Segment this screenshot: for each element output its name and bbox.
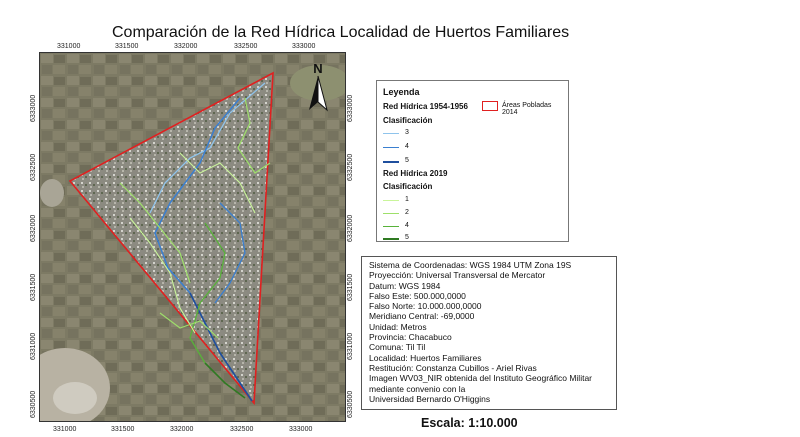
left-tick-4: 6331500	[30, 273, 37, 301]
info-line: mediante convenio con la	[369, 383, 466, 394]
legend-group2-classification: Clasificación	[383, 182, 433, 191]
right-tick-4: 6331500	[347, 273, 354, 301]
legend-item-g1-5: 5	[405, 157, 409, 164]
right-tick-5: 6331000	[347, 332, 354, 360]
top-tick-5: 333000	[292, 43, 316, 50]
info-line: Sistema de Coordenadas: WGS 1984 UTM Zona 19S	[369, 260, 572, 270]
top-tick-1: 331000	[57, 43, 81, 50]
legend-panel	[376, 80, 569, 242]
info-line: Falso Norte: 10.000.000,0000	[369, 301, 482, 312]
legend-item-g2-2: 2	[405, 209, 409, 216]
legend-item-g2-5: 5	[405, 234, 409, 241]
populated-area-swatch	[482, 101, 498, 111]
left-tick-6: 6330500	[30, 390, 37, 418]
info-line: Proyección: Universal Transversal de Mercator	[369, 270, 546, 281]
top-tick-4: 332500	[234, 43, 258, 50]
legend-swatch-g1-5	[383, 161, 399, 163]
legend-item-g1-3: 3	[405, 129, 409, 136]
legend-group1-title: Red Hídrica 1954-1956	[383, 102, 468, 111]
right-tick-3: 6332000	[347, 214, 354, 242]
legend-swatch-g1-4	[383, 147, 399, 148]
right-tick-6: 6330500	[347, 390, 354, 418]
north-label: N	[313, 61, 323, 76]
legend-swatch-g2-1	[383, 200, 399, 201]
map-frame[interactable]	[39, 52, 346, 422]
populated-area-label: Áreas Pobladas 2014	[502, 102, 552, 116]
scale-label: Escala: 1:10.000	[421, 416, 518, 430]
bottom-tick-3: 332000	[170, 426, 194, 433]
top-tick-3: 332000	[174, 43, 198, 50]
legend-heading: Leyenda	[383, 87, 420, 97]
right-tick-1: 6333000	[347, 94, 354, 122]
left-tick-3: 6332000	[30, 214, 37, 242]
info-line: Unidad: Metros	[369, 321, 427, 332]
legend-swatch-g2-2	[383, 213, 399, 214]
legend-swatch-g1-3	[383, 133, 399, 134]
north-arrow	[303, 60, 333, 114]
info-line: Universidad Bernardo O'Higgins	[369, 393, 491, 404]
info-line: Meridiano Central: -69,0000	[369, 311, 475, 322]
north-arrow-icon	[303, 60, 333, 114]
bottom-tick-4: 332500	[230, 426, 254, 433]
bottom-tick-1: 331000	[53, 426, 77, 433]
info-line: Comuna: Til Til	[369, 342, 426, 353]
legend-item-g2-1: 1	[405, 196, 409, 203]
map-title: Comparación de la Red Hídrica Localidad de Huertos Familiares	[112, 24, 570, 41]
satellite-map	[40, 53, 346, 422]
info-line: Datum: WGS 1984	[369, 280, 441, 291]
bottom-tick-2: 331500	[111, 426, 135, 433]
info-line: Falso Este: 500.000,0000	[369, 290, 466, 301]
info-line: Provincia: Chacabuco	[369, 332, 452, 343]
left-tick-1: 6333000	[30, 94, 37, 122]
map-metadata-box	[361, 256, 617, 410]
legend-swatch-g2-5	[383, 238, 399, 240]
legend-item-g1-4: 4	[405, 143, 409, 150]
left-tick-5: 6331000	[30, 332, 37, 360]
right-tick-2: 6332500	[347, 153, 354, 181]
legend-swatch-g2-4	[383, 226, 399, 227]
legend-item-g2-4: 4	[405, 222, 409, 229]
legend-group2-title: Red Hídrica 2019	[383, 169, 448, 178]
info-line: Restitución: Constanza Cubillos - Ariel Rivas	[369, 362, 537, 373]
legend-group1-classification: Clasificación	[383, 116, 433, 125]
top-tick-2: 331500	[115, 43, 139, 50]
bottom-tick-5: 333000	[289, 426, 313, 433]
left-tick-2: 6332500	[30, 153, 37, 181]
info-line: Localidad: Huertos Familiares	[369, 352, 482, 363]
info-line: Imagen WV03_NIR obtenida del Instituto Geográfico Militar	[369, 373, 593, 384]
